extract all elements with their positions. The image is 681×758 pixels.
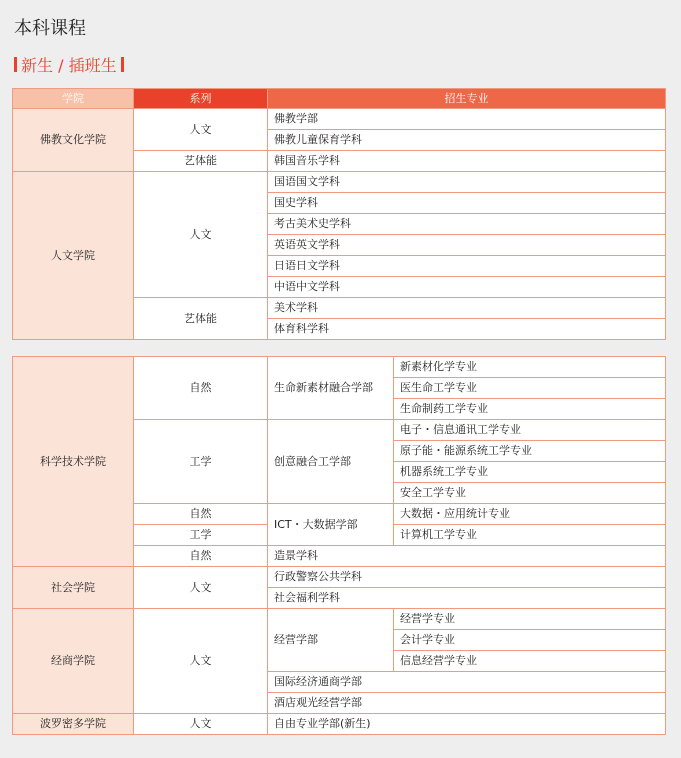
dept-cell: 工学: [134, 525, 268, 546]
major-cell: 国语国文学科: [268, 172, 666, 193]
college-cell: 科学技术学院: [13, 357, 134, 567]
division-cell: ICT・大数据学部: [268, 504, 394, 546]
major-cell: 社会福利学科: [268, 588, 666, 609]
table-header-row: [13, 89, 666, 109]
table-row: [13, 109, 666, 130]
division-cell: 经营学部: [268, 609, 394, 672]
subtitle-text: 新生 / 插班生: [21, 56, 117, 75]
dept-cell: 人文: [134, 172, 268, 298]
dept-cell: 自然: [134, 504, 268, 525]
major-cell: 行政警察公共学科: [268, 567, 666, 588]
dept-cell: 人文: [134, 567, 268, 609]
table-row: [13, 357, 666, 378]
major-cell: 中语中文学科: [268, 277, 666, 298]
section-subtitle: [14, 53, 124, 76]
major-cell: 酒店观光经营学部: [268, 693, 666, 714]
dept-cell: 人文: [134, 109, 268, 151]
college-cell: 社会学院: [13, 567, 134, 609]
major-cell: 新素材化学专业: [394, 357, 666, 378]
major-cell: 考古美术史学科: [268, 214, 666, 235]
major-cell: 美术学科: [268, 298, 666, 319]
major-cell: 佛教儿童保育学科: [268, 130, 666, 151]
major-cell: 信息经营学专业: [394, 651, 666, 672]
division-cell: 创意融合工学部: [268, 420, 394, 504]
curriculum-table-part1: [12, 88, 666, 340]
major-cell: 造景学科: [268, 546, 666, 567]
major-cell: 安全工学专业: [394, 483, 666, 504]
table-row: [13, 714, 666, 735]
dept-cell: 艺体能: [134, 298, 268, 340]
major-cell: 日语日文学科: [268, 256, 666, 277]
right-bar-icon: [121, 57, 124, 72]
major-cell: 原子能・能源系统工学专业: [394, 441, 666, 462]
major-cell: 自由专业学部(新生): [268, 714, 666, 735]
major-cell: 体育科学科: [268, 319, 666, 340]
major-cell: 机器系统工学专业: [394, 462, 666, 483]
table-row: [13, 609, 666, 630]
table-row: [13, 567, 666, 588]
major-cell: 医生命工学专业: [394, 378, 666, 399]
major-cell: 大数据・应用统计专业: [394, 504, 666, 525]
dept-cell: 艺体能: [134, 151, 268, 172]
college-cell: 经商学院: [13, 609, 134, 714]
left-bar-icon: [14, 57, 17, 72]
major-cell: 英语英文学科: [268, 235, 666, 256]
dept-cell: 自然: [134, 357, 268, 420]
header-major: 招生专业: [268, 89, 666, 109]
header-college: 学院: [13, 89, 134, 109]
curriculum-table-part2: [12, 356, 666, 735]
table-row: [13, 172, 666, 193]
division-cell: 生命新素材融合学部: [268, 357, 394, 420]
college-cell: 人文学院: [13, 172, 134, 340]
college-cell: 波罗密多学院: [13, 714, 134, 735]
major-cell: 国史学科: [268, 193, 666, 214]
page-title: 本科课程: [14, 18, 86, 39]
major-cell: 计算机工学专业: [394, 525, 666, 546]
dept-cell: 自然: [134, 546, 268, 567]
college-cell: 佛教文化学院: [13, 109, 134, 172]
major-cell: 韩国音乐学科: [268, 151, 666, 172]
table-gap: [12, 345, 665, 356]
header-dept: 系列: [134, 89, 268, 109]
major-cell: 佛教学部: [268, 109, 666, 130]
major-cell: 电子・信息通讯工学专业: [394, 420, 666, 441]
dept-cell: 工学: [134, 420, 268, 504]
major-cell: 生命制药工学专业: [394, 399, 666, 420]
major-cell: 国际经济通商学部: [268, 672, 666, 693]
dept-cell: 人文: [134, 714, 268, 735]
major-cell: 经营学专业: [394, 609, 666, 630]
dept-cell: 人文: [134, 609, 268, 714]
major-cell: 会计学专业: [394, 630, 666, 651]
